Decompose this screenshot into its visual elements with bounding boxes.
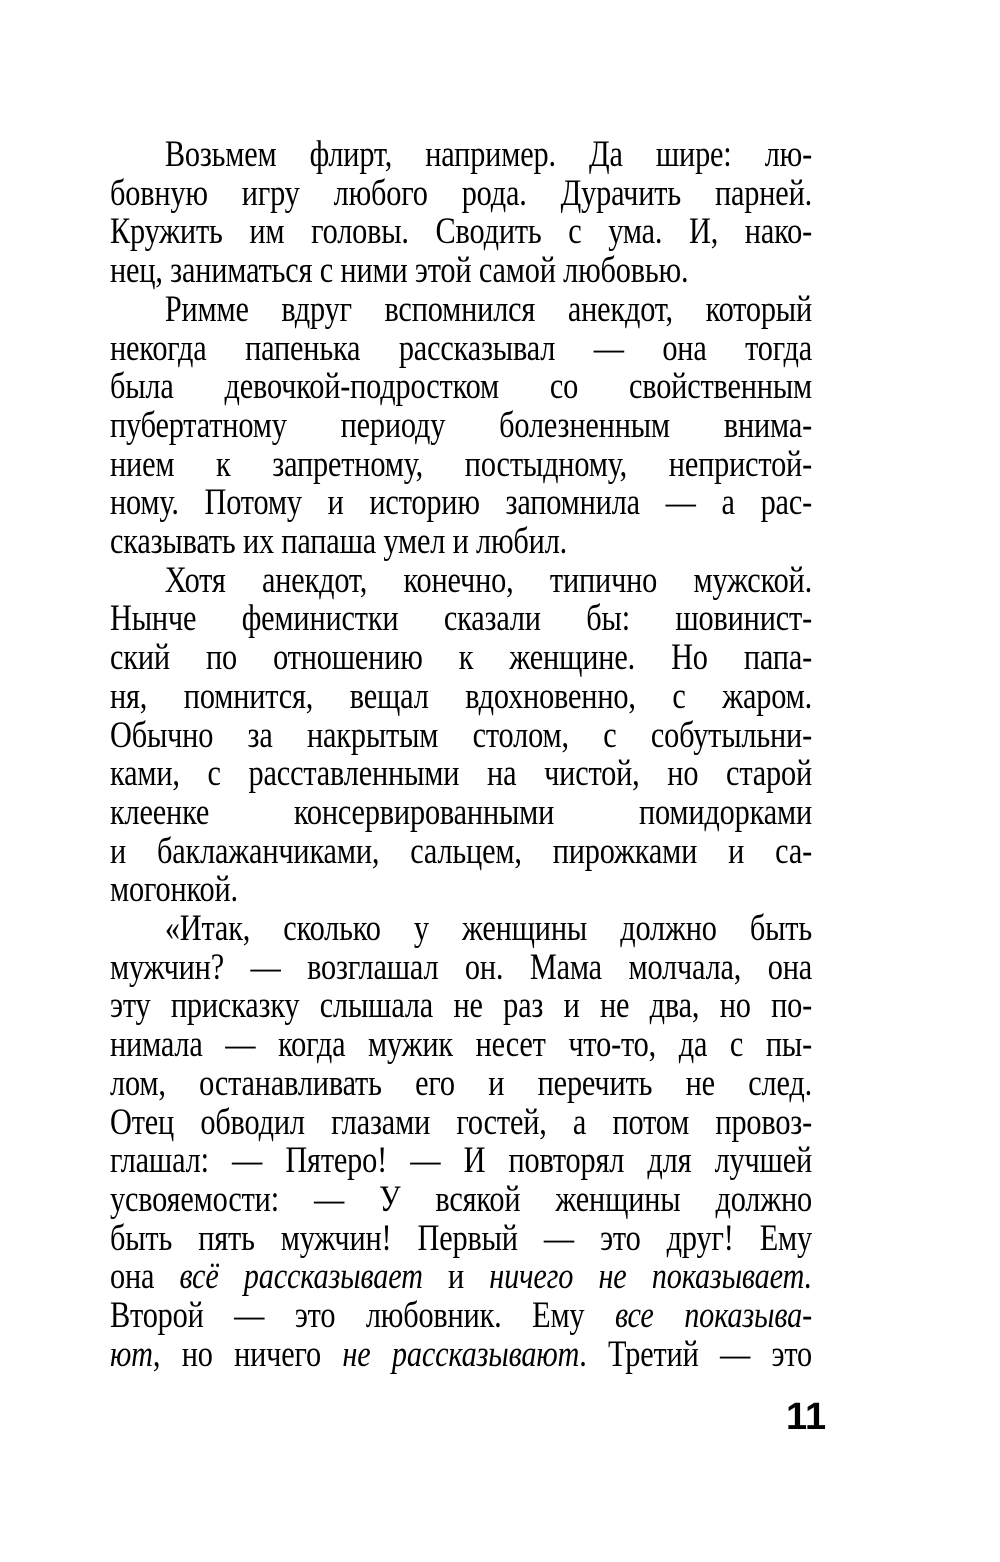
text-segment: быть пять мужчин! Первый — это друг! Ему [110, 1217, 813, 1259]
text-line [110, 1101, 813, 1143]
text-segment: ня, помнится, вещал вдохновенно, с жаром. [110, 675, 813, 717]
text-segment: бовную игру любого рода. Дурачить парней. [110, 172, 813, 214]
text-segment: Римме вдруг вспомнился анекдот, который [164, 288, 813, 330]
text-line [110, 714, 813, 756]
text-segment: Возьмем флирт, например. Да шире: лю- [164, 134, 813, 175]
text-segment: , но ничего [152, 1333, 343, 1375]
text-line [110, 559, 813, 601]
paragraph [110, 559, 813, 911]
italic-text-segment: всё рассказывает [179, 1256, 423, 1298]
italic-text-segment: ничего не показывает. [489, 1256, 813, 1298]
text-line [110, 443, 813, 485]
text-line [110, 1258, 812, 1297]
text-segment: нимала — когда мужик несет что-то, да с пы- [110, 1024, 813, 1066]
text-line [110, 172, 813, 214]
text-line [110, 675, 813, 717]
text-line [110, 1297, 812, 1336]
text-segment: эту присказку слышала не раз и не два, но по- [110, 985, 813, 1027]
text-line [110, 252, 812, 291]
text-segment: пубертатному периоду болезненным внима- [110, 404, 813, 446]
text-segment: Отец обводил глазами гостей, а потом провоз- [110, 1101, 813, 1143]
text-segment: ному. Потому и историю запомнила — а рас- [110, 482, 813, 524]
text-line [110, 1333, 813, 1375]
text-line [110, 136, 812, 175]
text-line [110, 871, 812, 910]
text-segment: ками, с расставленными на чистой, но старой [110, 753, 813, 795]
text-segment: усвояемости: — У всякой женщины должно [110, 1178, 813, 1220]
text-segment: глашал: — Пятеро! — И повторял для лучшей [110, 1140, 813, 1182]
page-text [110, 136, 812, 1375]
text-segment: ский по отношению к женщине. Но папа- [110, 637, 813, 679]
text-segment: мужчин? — возглашал он. Мама молчала, она [110, 946, 813, 988]
paragraph [110, 288, 813, 563]
text-line [110, 327, 813, 369]
text-line [110, 987, 812, 1026]
paragraph [110, 136, 812, 291]
text-line [110, 755, 812, 794]
italic-text-segment: не рассказывают [342, 1333, 580, 1375]
text-segment: Хотя анекдот, конечно, типично мужской. [164, 559, 813, 601]
text-line [110, 404, 813, 446]
text-segment: она [110, 1256, 180, 1298]
text-segment: лом, останавливать его и перечить не след. [110, 1062, 813, 1104]
text-segment: . Третий — это [579, 1333, 813, 1375]
text-line [110, 639, 812, 678]
page-number: 11 [786, 1396, 827, 1438]
text-segment: Второй — это любовник. Ему [110, 1295, 615, 1337]
text-segment: Обычно за накрытым столом, с собутыльни- [110, 714, 813, 756]
italic-text-segment: ют [110, 1333, 153, 1375]
text-segment: нец, заниматься с ними этой самой любовью. [110, 250, 689, 292]
text-segment: некогда папенька рассказывал — она тогда [110, 327, 813, 369]
text-segment: была девочкой-подростком со свойственным [110, 366, 813, 408]
text-segment: и баклажанчиками, сальцем, пирожками и са- [110, 830, 813, 872]
text-segment: «Итак, сколько у женщины должно быть [164, 908, 813, 950]
text-line [110, 1178, 813, 1220]
text-line [110, 1142, 812, 1181]
text-segment: сказывать их папаша умел и любил. [110, 521, 568, 563]
text-line [110, 946, 813, 988]
text-line [110, 1217, 813, 1259]
text-line [110, 830, 813, 872]
text-line [110, 1062, 813, 1104]
text-line [110, 288, 813, 330]
text-line [110, 910, 812, 949]
text-line [110, 368, 812, 407]
italic-text-segment: все показыва- [614, 1295, 813, 1337]
text-line [110, 791, 813, 833]
paragraph [110, 910, 812, 1374]
text-segment: Кружить им головы. Сводить с ума. И, нако- [110, 211, 813, 253]
text-line [110, 600, 812, 639]
text-segment: могонкой. [110, 869, 238, 911]
text-segment: клеенке консервированными помидорками [110, 791, 813, 833]
text-segment: и [422, 1256, 490, 1298]
text-line [110, 1026, 812, 1065]
text-line [110, 213, 812, 252]
text-line [110, 484, 812, 523]
text-segment: нием к запретному, постыдному, непристой- [110, 443, 813, 485]
text-line [110, 523, 812, 562]
text-segment: Нынче феминистки сказали бы: шовинист- [110, 598, 813, 640]
